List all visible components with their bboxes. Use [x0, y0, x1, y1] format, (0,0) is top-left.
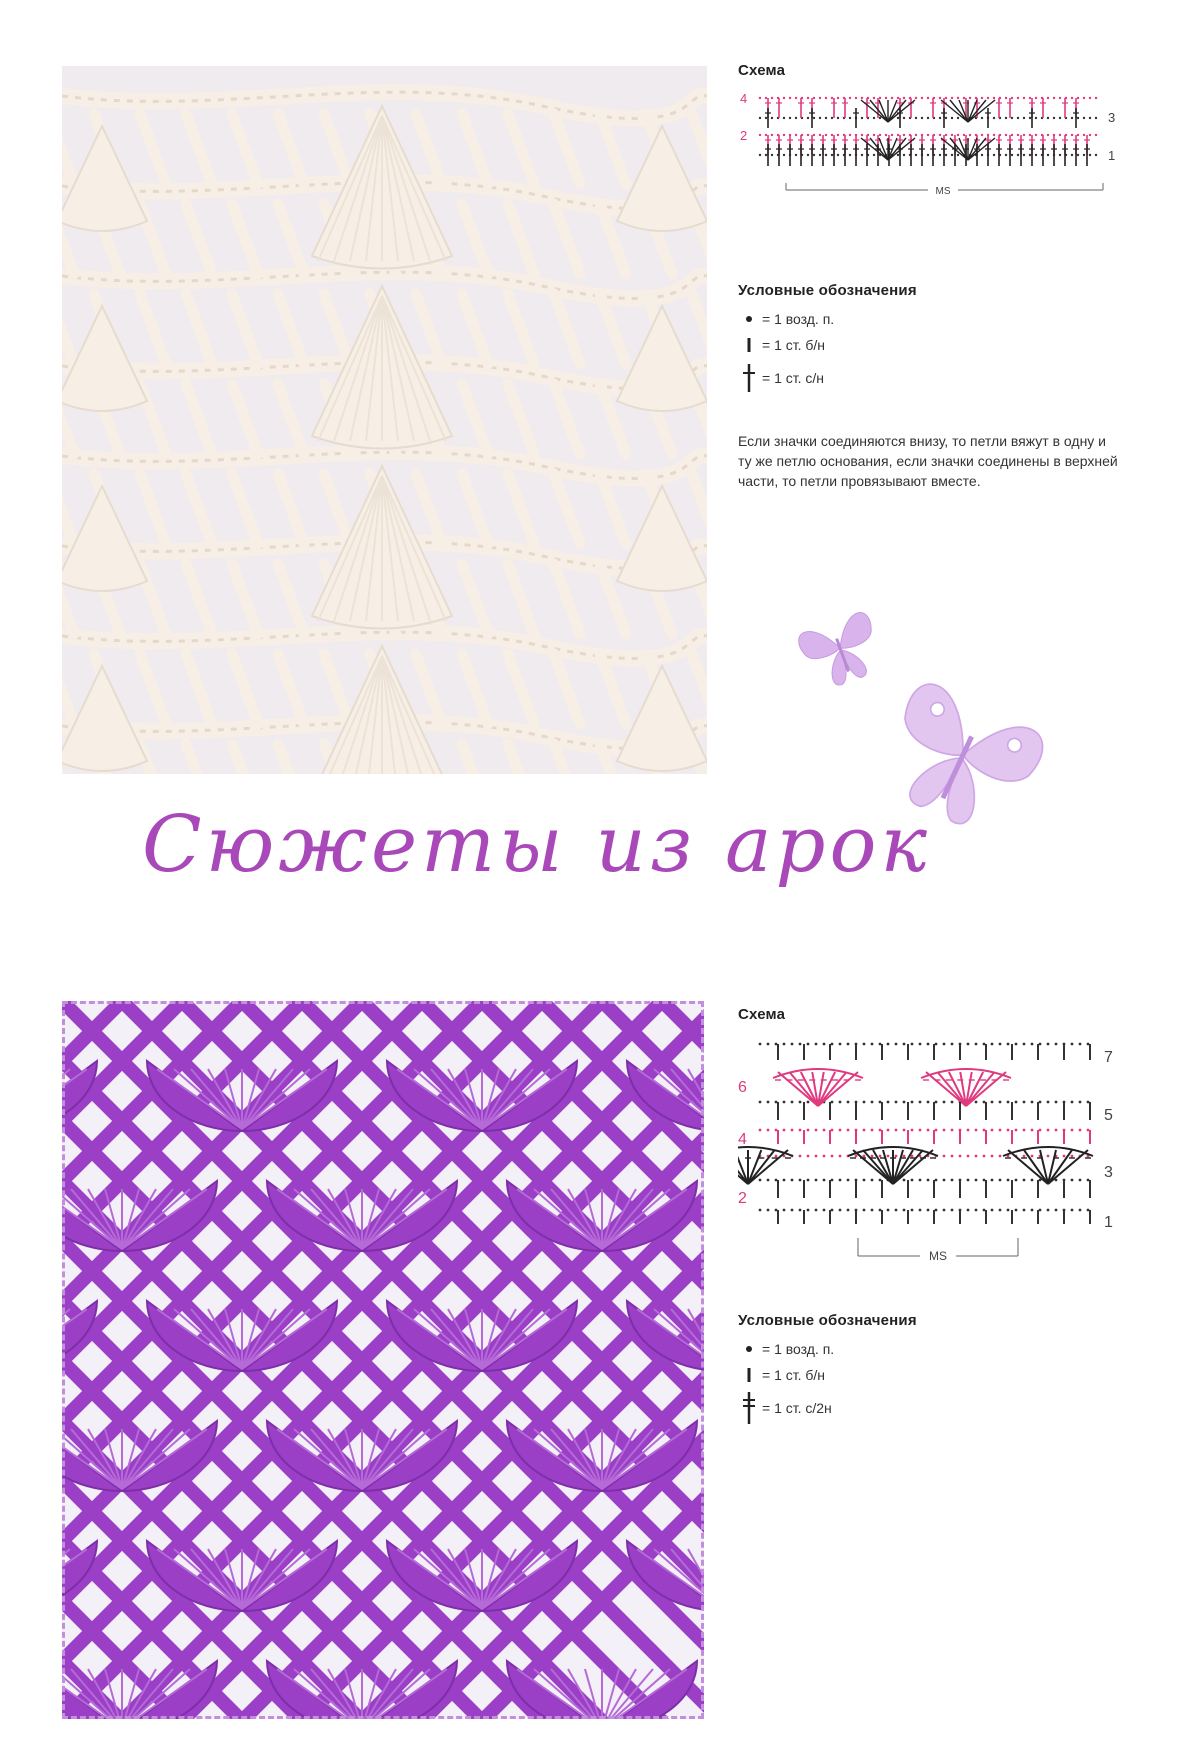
scheme-title-1: Схема	[738, 62, 786, 79]
violet-arch-swatch-photo	[62, 1001, 704, 1719]
row-label-2: 2	[740, 128, 748, 143]
row-label-4b: 4	[738, 1131, 747, 1148]
row-label-2b: 2	[738, 1190, 747, 1207]
chain-stitch-icon	[740, 1345, 758, 1353]
legend-2	[740, 1336, 834, 1428]
legend-item-double-crochet: = 1 ст. с/н	[740, 358, 834, 398]
repeat-label-1: MS	[935, 186, 951, 197]
legend-item-single-crochet: = 1 ст. б/н	[740, 332, 834, 358]
chain-stitch-icon	[740, 315, 758, 323]
single-crochet-icon	[740, 337, 758, 353]
crochet-chart-1	[738, 86, 1118, 211]
scheme-title-2: Схема	[738, 1006, 786, 1023]
single-crochet-icon	[740, 1367, 758, 1383]
legend-item-single-crochet-2: = 1 ст. б/н	[740, 1362, 834, 1388]
legend-item-chain: = 1 возд. п.	[740, 306, 834, 332]
page-title: Сюжеты из арок	[142, 800, 932, 890]
joining-note: Если значки соединяются внизу, то петли вяжут в одну и ту же петлю основания, если значки соединены в верхней части, то петли провязывают вместе.	[738, 433, 1118, 489]
row-label-6: 6	[738, 1079, 747, 1096]
crochet-chart-2	[738, 1030, 1118, 1275]
legend-1	[740, 306, 834, 398]
treble-crochet-icon	[740, 1391, 758, 1425]
legend-item-treble-crochet: = 1 ст. с/2н	[740, 1388, 834, 1428]
row-label-1b: 1	[1104, 1214, 1113, 1231]
butterfly-small-icon	[790, 598, 890, 698]
repeat-label-2: MS	[929, 1249, 947, 1263]
double-crochet-icon	[740, 363, 758, 393]
row-label-3b: 3	[1104, 1164, 1113, 1181]
legend-item-chain-2: = 1 возд. п.	[740, 1336, 834, 1362]
row-label-5: 5	[1104, 1107, 1113, 1124]
row-label-1: 1	[1108, 148, 1116, 163]
row-label-3: 3	[1108, 110, 1116, 125]
cream-lace-swatch-photo	[62, 66, 707, 774]
row-label-7: 7	[1104, 1049, 1113, 1066]
row-label-4: 4	[740, 91, 748, 106]
legend-title-1: Условные обозначения	[738, 282, 917, 299]
legend-title-2: Условные обозначения	[738, 1312, 917, 1329]
